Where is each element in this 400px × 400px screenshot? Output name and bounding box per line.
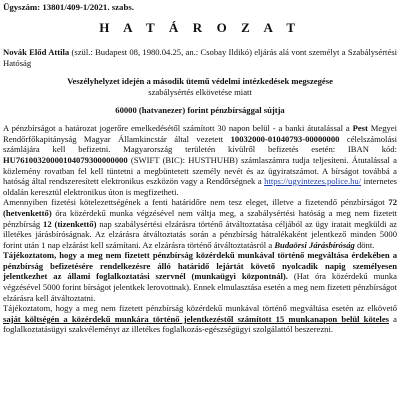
health-check-text-2: a foglalkoztatásügyi szakvéleményt az illetékes [3,313,397,335]
case-number: Ügyszám: 13801/409-1/2021. szabs. [3,2,134,12]
payment-text-1: A pénzbírságot a határozat jogerőre emelkedésétől számított 30 napon belül - a banki átutalással a [3,123,353,134]
payment-paragraph [3,123,397,197]
payment-text-3: célelszámolási számlájára kell befizetni. Magyarország területén kívülről befizetés esetén: IBAN kód: [3,133,397,155]
county-name: Pest [352,123,368,134]
conversion-text-2: óra közérdekű munka végzésével nem váltja meg, a szabálysértési hatóság a meg nem fizetett pénzbírság [3,207,397,229]
iban-code: HU76100320000104079300000000 [3,154,128,165]
fine-statement: 60000 (hatvanezer) forint pénzbírsággal sújtja [115,104,285,115]
conversion-paragraph [3,197,397,250]
conversion-text-3: nap szabálysértési elzárásra történő átváltoztatása céljából az ügy iratait megküldi az illetékes járásbíróságnak. Az elzárásra átváltoztatás során a pénzbírság hátralékaként jelentkező minden 5000 forint után 1 nap elzárást kell számítani. Az elzárásra történő átváltoztatásról a [3,218,397,250]
account-number: 10032000-01040793-00000000 [230,133,340,144]
health-check-text-3: foglalkozás-egészségügyi szolgálattól beszerezni. [162,324,334,335]
court-name: Budaörsi Járásbíróság [274,239,355,250]
conversion-text-1: Amennyiben fizetési kötelezettségének a fenti határidőre nem tesz eleget, illetve a fizetendő pénzbírságot [3,197,389,208]
health-check-deadline: saját költségén a közérdekű munkára történő jelentkezéstől számított 15 munkanapon belül köteles [3,313,389,324]
document-title: H A T Á R O Z A T [99,19,301,35]
work-hours: 72 (hetvenkettő) [3,197,397,218]
detention-days: 12 (tizenkettő) [43,218,97,229]
party-name: Novák Előd Attila [3,47,70,58]
community-work-paragraph [3,250,397,303]
community-work-text: (Hat óra közérdekű munka végzésével 5000 forint bírságot jelentkek lerovottnak). Ennek elmulasztása esetén a meg nem fizetett pénzbírságot elzárásra kell átváltoztatni. [3,271,397,303]
community-work-notice: Tájékoztatom, hogy a meg nem fizetett pénzbírság közérdekű munkával történő megváltása érdekében a pénzbírság befizetésére rendelkezésre álló határidő lejártát követő nyolcadik napig személyesen jelentkezhet az állami foglalkoztatási szervnél (munkaügyi központnál). [3,250,397,282]
party-details: (szül.: Budapest 08, 1980.04.25, an.: Csobay Ildikó) eljárás alá vont személyt a Szabálysértési Hatóság [3,47,397,68]
health-check-paragraph [3,303,397,335]
conversion-text-4: dönt. [354,239,375,250]
police-portal-link[interactable]: https://ugyintezes.police.hu/ [264,176,362,187]
health-check-text-1: Tájékoztatom, hogy a meg nem fizetett pénzbírság közérdekű munkával történő megváltása esetén az elkövető [3,303,397,314]
payment-text-5: internetes oldalán keresztül elektronikus úton is megfizetheti. [3,176,397,197]
payment-text-2: Megyei Rendőrfőkapitányság Magyar Államkincstár által vezetett [3,123,397,144]
offence-subject [3,76,397,97]
party-statement [3,47,397,68]
offence-line-1: Veszélyhelyzet idején a második ütemű védelmi intézkedések megszegése [67,76,333,87]
payment-text-4: (SWIFT (BIC): HUSTHUHB) számlaszámra tudja teljesíteni. Átutalással a közlemény rovatban fel kell tüntetni a megbüntetett személy nevét és az ügyiratszámot. A bírságot továbbá a hatóság által rendszeresített elektronikus eszközön vagy a Rendőrségnek a [3,154,397,187]
offence-line-2: szabálysértés elkövetése miatt [148,86,252,97]
